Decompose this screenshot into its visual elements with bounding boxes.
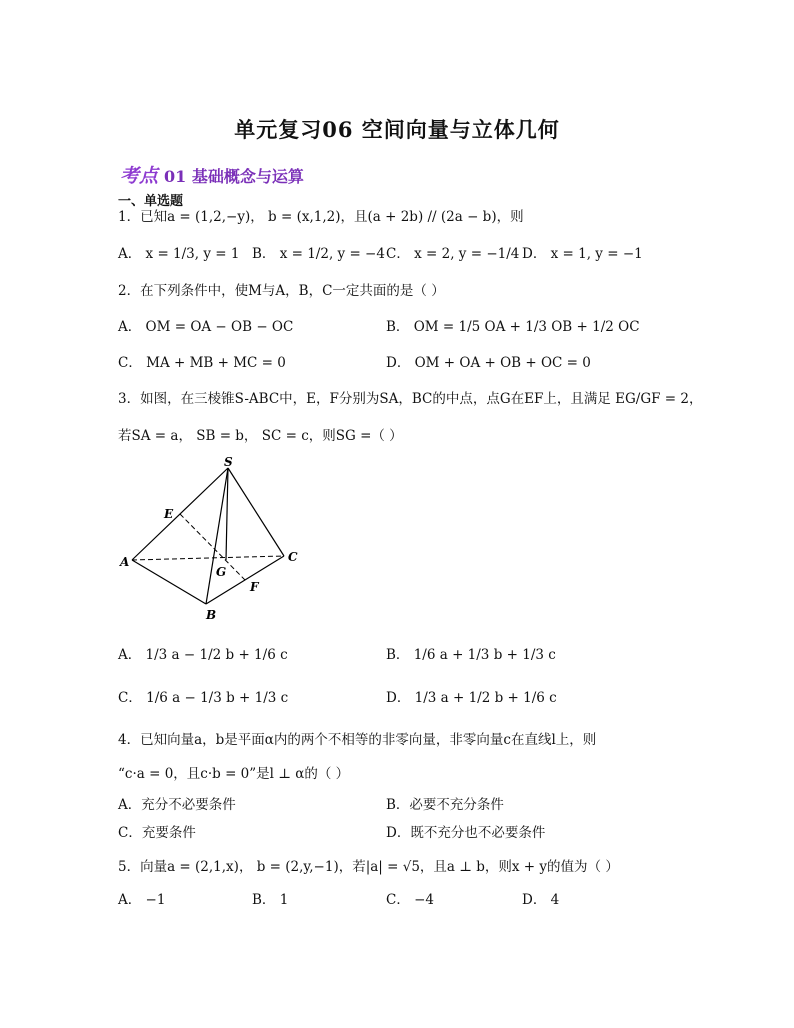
q5-option-d: D． 4 [522,892,560,908]
q3-stem-line1: 3．如图，在三棱锥S-ABC中，E，F分别为SA，BC的中点，点G在EF上，且满足 EG/GF = 2， [118,391,703,407]
pyramid-figure [118,456,318,626]
q1-option-a: A． x = 1/3, y = 1 [118,246,240,262]
edge-sb [206,468,228,604]
q3-stem-line2: 若SA = a， SB = b， SC = c，则SG =（ ） [118,428,403,444]
kaodian-label: 考点 [120,165,159,187]
q2-option-a: A． OM = OA − OB − OC [118,319,294,335]
q2-option-d: D． OM + OA + OB + OC = 0 [386,355,591,371]
q5-option-c: C． −4 [386,892,435,908]
q2-stem: 2．在下列条件中，使M与A，B，C一定共面的是（ ） [118,283,445,299]
q3-option-c: C． 1/6 a − 1/3 b + 1/3 c [118,690,289,706]
q5-stem: 5．向量a = (2,1,x)， b = (2,y,−1)，若|a| = √5，且a ⊥ b，则x + y的值为（ ） [118,859,619,875]
q1-option-b: B． x = 1/2, y = −4 [252,246,385,262]
q4-option-c: C．充要条件 [118,825,196,841]
edge-ac [132,556,284,560]
kaodian-text: 01 基础概念与运算 [164,167,304,186]
label-g: G [216,565,227,579]
label-b: B [206,608,217,622]
q5-option-b: B． 1 [252,892,289,908]
label-a: A [120,555,130,569]
label-e: E [164,507,174,521]
segment-ef [180,514,245,580]
q3-option-a: A． 1/3 a − 1/2 b + 1/6 c [118,647,288,663]
q4-option-d: D．既不充分也不必要条件 [386,825,546,841]
q1-option-d: D． x = 1, y = −1 [522,246,643,262]
q5-option-a: A． −1 [118,892,166,908]
q4-stem-line2: “c·a = 0，且c·b = 0”是l ⊥ α的（ ） [118,766,350,782]
q2-option-b: B． OM = 1/5 OA + 1/3 OB + 1/2 OC [386,319,640,335]
q4-option-a: A．充分不必要条件 [118,797,236,813]
section-heading: 一、单选题 [118,194,184,209]
label-c: C [288,550,298,564]
q1-stem: 1．已知a = (1,2,−y)， b = (x,1,2)，且(a + 2b) // (2a − b)，则 [118,209,524,225]
edge-sc [228,468,284,556]
q2-option-c: C． MA + MB + MC = 0 [118,355,286,371]
kaodian-heading [120,161,304,188]
q4-option-b: B．必要不充分条件 [386,797,504,813]
q3-option-d: D． 1/3 a + 1/2 b + 1/6 c [386,690,557,706]
label-s: S [224,456,233,469]
q4-stem-line1: 4．已知向量a，b是平面α内的两个不相等的非零向量，非零向量c在直线l上，则 [118,732,597,748]
page-title: 单元复习06 空间向量与立体几何 [234,117,560,142]
q1-option-c: C． x = 2, y = −1/4 [386,246,520,262]
edge-ab [132,560,206,604]
q3-option-b: B． 1/6 a + 1/3 b + 1/3 c [386,647,556,663]
label-f: F [250,580,259,594]
